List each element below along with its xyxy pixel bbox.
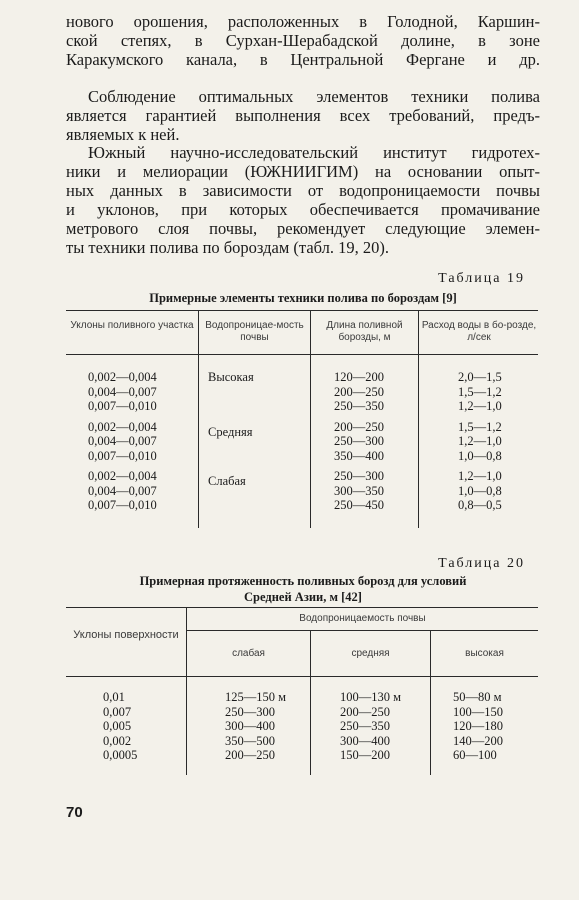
table19-top-rule bbox=[66, 310, 538, 311]
table20-high-column bbox=[453, 690, 503, 763]
table-cell: 0,002 bbox=[103, 733, 132, 748]
table-cell: 1,2—1,0 bbox=[458, 434, 502, 448]
table19-header-flow: Расход воды в бо-розде, л/сек bbox=[421, 320, 537, 343]
table-cell: 250—300 bbox=[225, 704, 275, 719]
table20-title bbox=[66, 573, 540, 605]
table-cell: 200—250 bbox=[334, 419, 384, 434]
table-cell: 1,0—0,8 bbox=[458, 483, 502, 498]
table19-caption: Таблица 19 bbox=[438, 271, 525, 286]
table-cell: 2,0—1,5 bbox=[458, 370, 502, 384]
table-cell: 0,004—0,007 bbox=[88, 434, 157, 448]
table-cell: 0,004—0,007 bbox=[88, 483, 157, 498]
text-line: является гарантией выполнения всех требований, предъ- bbox=[66, 106, 540, 125]
table-cell: 120—200 bbox=[334, 370, 384, 384]
table19-header-length: Длина поливной борозды, м bbox=[326, 320, 403, 343]
text-line: ты техники полива по бороздам (табл. 19, 20). bbox=[66, 238, 389, 257]
table19-permeability-column bbox=[208, 370, 254, 489]
table-cell: 1,2—1,0 bbox=[458, 469, 502, 483]
table20-top-rule bbox=[66, 607, 538, 608]
table-cell: 350—500 bbox=[225, 733, 275, 748]
table-cell: 250—300 bbox=[334, 469, 384, 483]
table-cell: 0,002—0,004 bbox=[88, 469, 157, 483]
table20-subheader-medium: средняя bbox=[351, 648, 390, 659]
table-cell: Высокая bbox=[208, 370, 254, 384]
table20-subheader-weak: слабая bbox=[232, 648, 265, 659]
table-cell: 1,0—0,8 bbox=[458, 448, 502, 463]
table19-length-column bbox=[334, 370, 384, 519]
table20-medium-column bbox=[340, 690, 401, 763]
table20-header-slope: Уклоны поверхности bbox=[73, 629, 179, 641]
table-cell: 0,0005 bbox=[103, 748, 138, 762]
table-cell: 350—400 bbox=[334, 448, 384, 463]
table-cell: 0,007—0,010 bbox=[88, 448, 157, 463]
table-cell: 1,2—1,0 bbox=[458, 399, 502, 413]
table-cell: 60—100 bbox=[453, 748, 497, 762]
page-number: 70 bbox=[66, 804, 83, 821]
table19-flow-column bbox=[458, 370, 502, 519]
text-line: и уклонов, при которых обеспечивается промачивание bbox=[66, 200, 540, 219]
table19-header-slope: Уклоны поливного участка bbox=[70, 320, 194, 331]
paragraph-2 bbox=[66, 87, 540, 144]
table-cell: 300—350 bbox=[334, 483, 384, 498]
table20-slopes-column bbox=[103, 690, 137, 763]
text-line: ных данных в зависимости от водопроницаемости почвы bbox=[66, 181, 540, 200]
text-line: Соблюдение оптимальных элементов техники полива bbox=[88, 87, 540, 106]
table-cell: 300—400 bbox=[225, 719, 275, 733]
table-cell: 50—80 м bbox=[453, 690, 502, 704]
table-cell: 0,004—0,007 bbox=[88, 384, 157, 399]
table20-group-rule bbox=[186, 630, 538, 631]
table-cell: 0,002—0,004 bbox=[88, 370, 157, 384]
text-line: ской степях, в Сурхан-Шерабадской долине, в зоне bbox=[66, 31, 540, 50]
table-cell: 140—200 bbox=[453, 733, 503, 748]
table-cell: 125—150 м bbox=[225, 690, 287, 704]
table-cell: 200—250 bbox=[225, 748, 275, 762]
table-cell: 250—350 bbox=[340, 719, 390, 733]
table20-col-divider bbox=[186, 607, 187, 775]
table-cell: 0,002—0,004 bbox=[88, 419, 157, 434]
table20-title-line: Примерная протяженность поливных борозд для условий bbox=[139, 574, 467, 588]
table-cell: 250—300 bbox=[334, 434, 384, 448]
text-line: метрового слоя почвы, рекомендует следующие элемен- bbox=[66, 219, 540, 238]
text-line: нового орошения, расположенных в Голодной, Каршин- bbox=[66, 12, 540, 31]
table-cell: 300—400 bbox=[340, 733, 390, 748]
text-line: Каракумского канала, в Центральной Фергане и др. bbox=[66, 50, 540, 69]
table-cell: 0,8—0,5 bbox=[458, 498, 502, 512]
table-cell: 0,005 bbox=[103, 719, 132, 733]
table-cell: 200—250 bbox=[340, 704, 390, 719]
text-line: Южный научно-исследовательский институт гидротех- bbox=[88, 143, 540, 162]
table20-caption: Таблица 20 bbox=[438, 556, 525, 571]
table20-weak-column bbox=[225, 690, 286, 763]
table-cell: 0,007—0,010 bbox=[88, 399, 157, 413]
table-cell: 100—130 м bbox=[340, 690, 402, 704]
paragraph-3 bbox=[66, 143, 540, 257]
table-cell: 0,007—0,010 bbox=[88, 498, 157, 512]
table-cell: 1,5—1,2 bbox=[458, 419, 502, 434]
table-cell: 250—450 bbox=[334, 498, 384, 512]
table19-header-rule bbox=[66, 354, 538, 355]
table-cell: 250—350 bbox=[334, 399, 384, 413]
table-cell: 1,5—1,2 bbox=[458, 384, 502, 399]
paragraph-1 bbox=[66, 12, 540, 69]
table-cell: 100—150 bbox=[453, 704, 503, 719]
table19-header-permeability: Водопроницае-мость почвы bbox=[205, 320, 304, 343]
table-cell: 0,01 bbox=[103, 690, 125, 704]
table19-title: Примерные элементы техники полива по бороздам [9] bbox=[149, 291, 457, 305]
table20-subheader-high: высокая bbox=[465, 648, 504, 659]
table20-header-rule bbox=[66, 676, 538, 677]
table19-slopes-column bbox=[88, 370, 157, 519]
text-line: являемых к ней. bbox=[66, 125, 180, 144]
table-cell: 120—180 bbox=[453, 719, 503, 733]
table-cell: 150—200 bbox=[340, 748, 390, 762]
table20-header-permeability: Водопроницаемость почвы bbox=[299, 613, 426, 624]
table20-title-line: Средней Азии, м [42] bbox=[244, 590, 362, 604]
table-cell: Слабая bbox=[208, 474, 246, 488]
table-cell: Средняя bbox=[208, 425, 253, 439]
table-cell: 200—250 bbox=[334, 384, 384, 399]
text-line: ники и мелиорации (ЮЖНИИГИМ) на основании опыт- bbox=[66, 162, 540, 181]
table-cell: 0,007 bbox=[103, 704, 132, 719]
